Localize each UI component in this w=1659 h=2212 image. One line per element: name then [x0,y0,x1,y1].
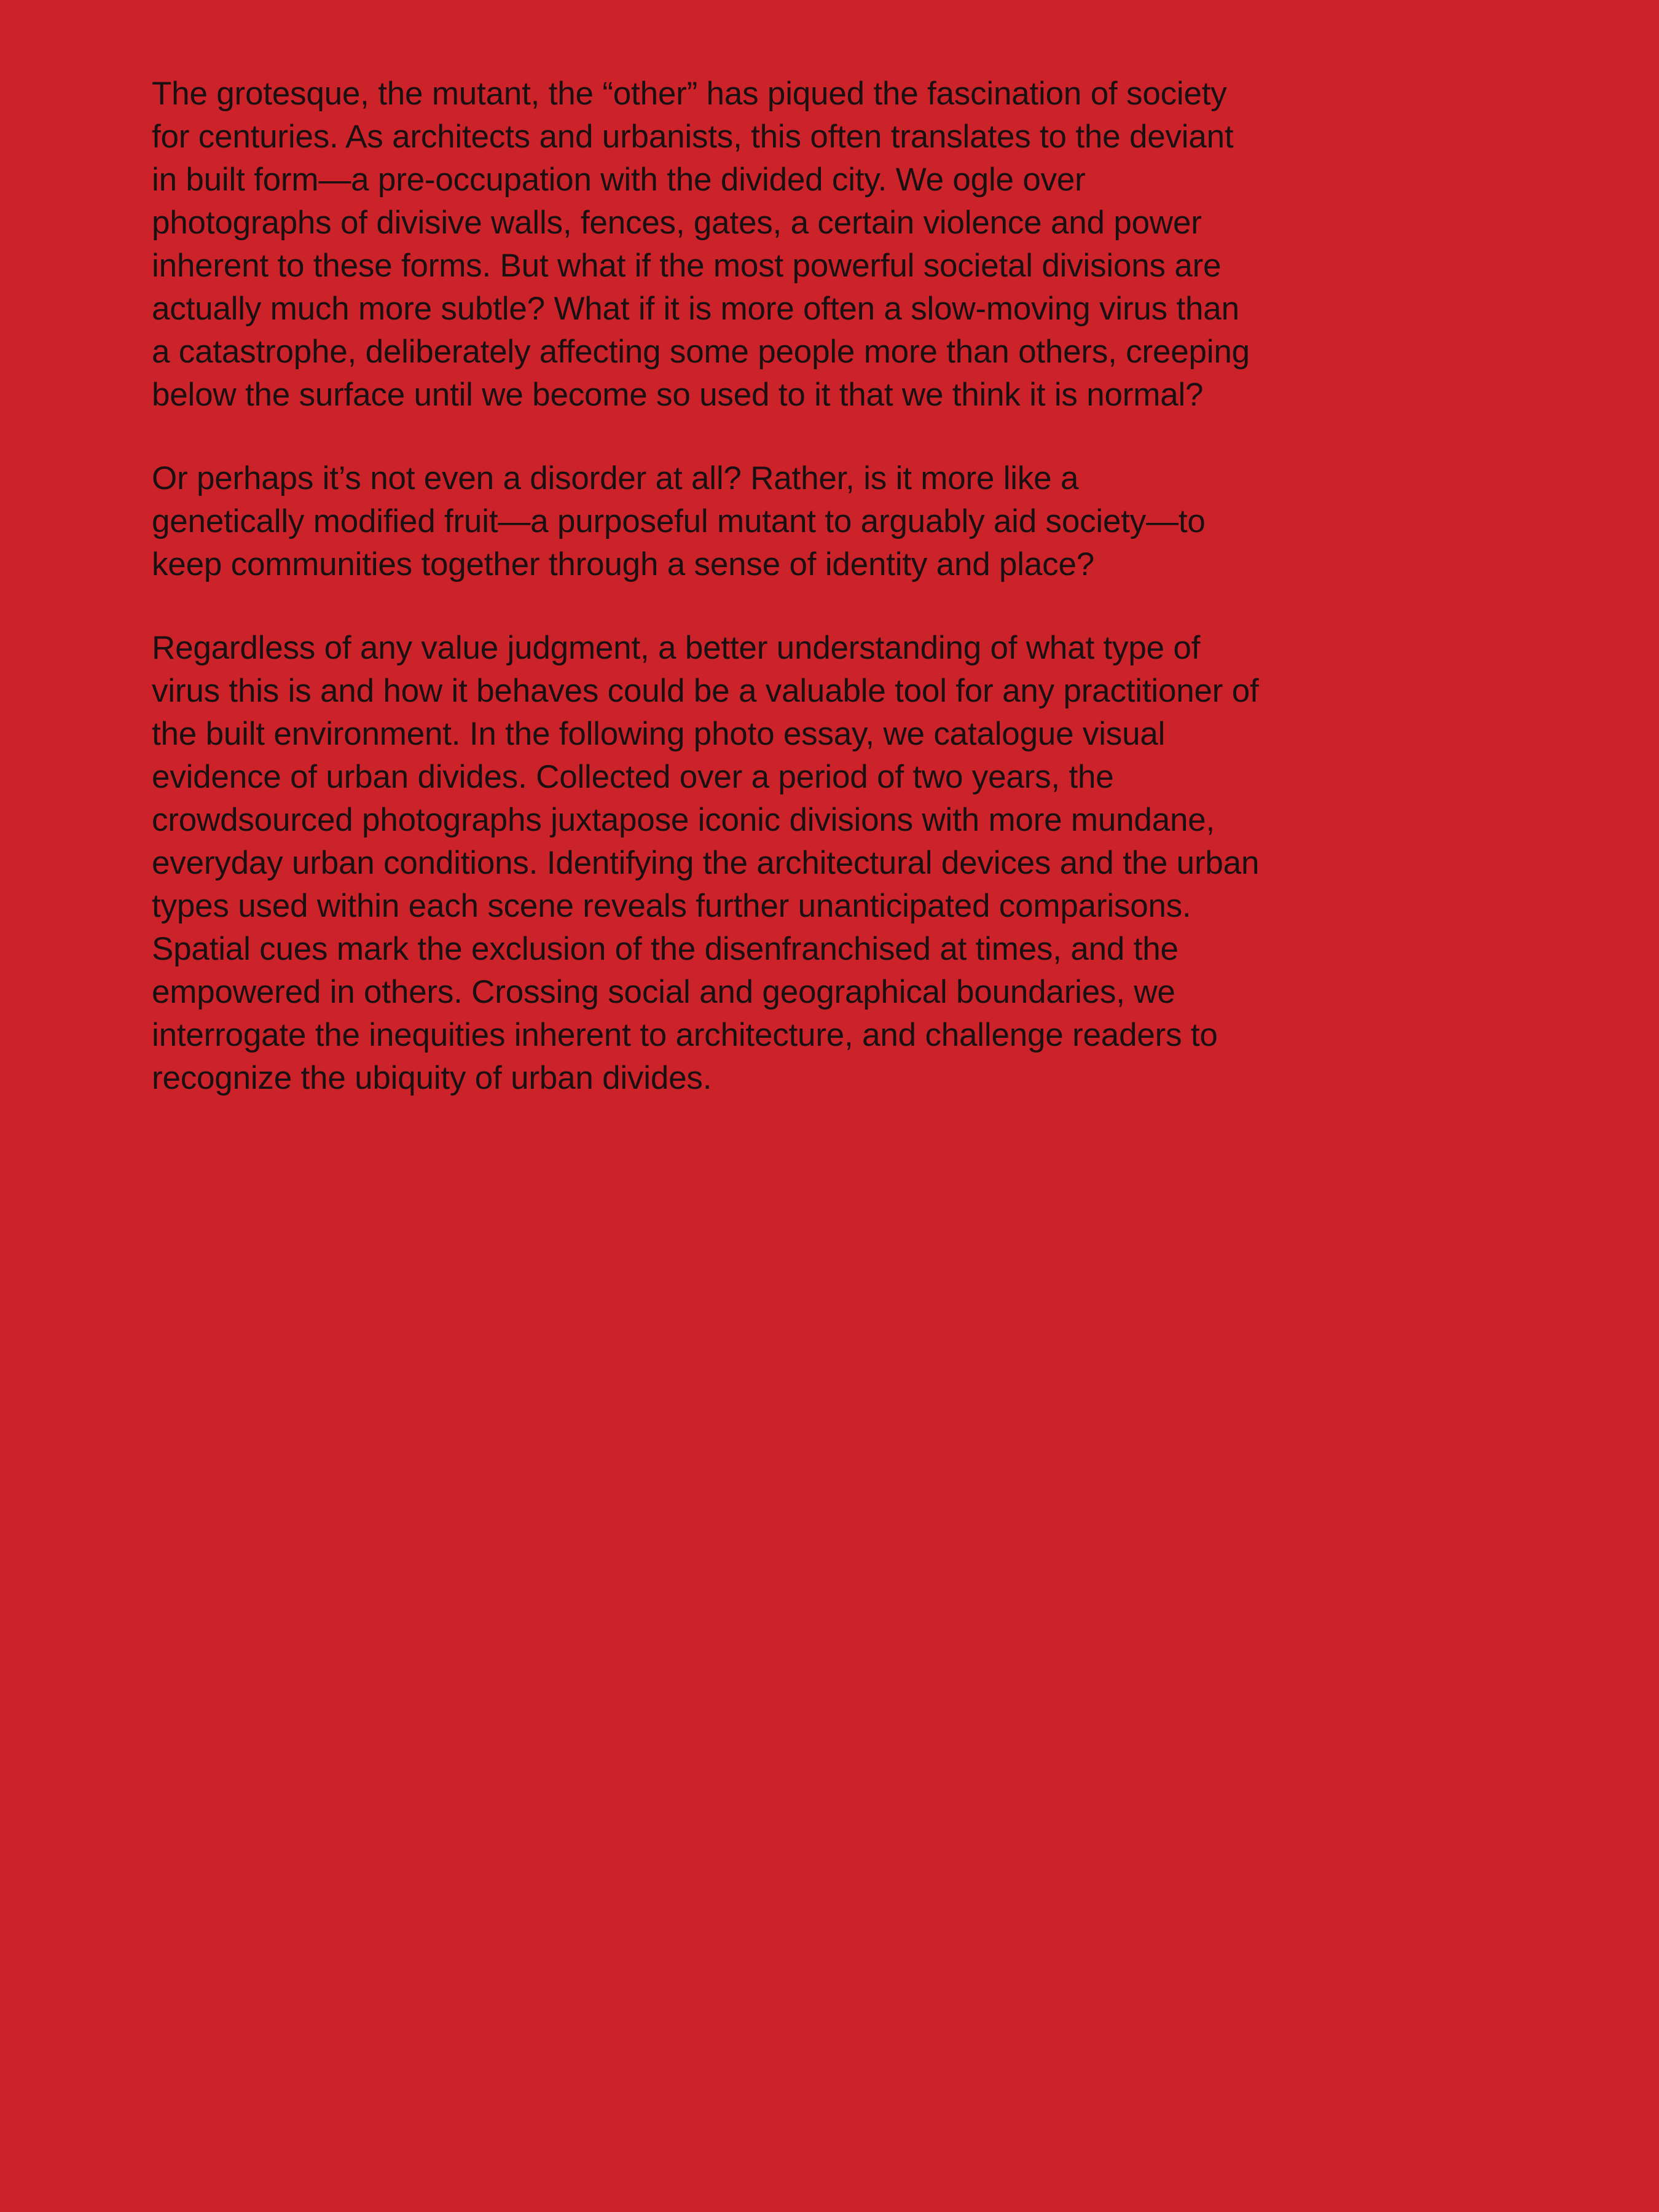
essay-text-column [152,73,1268,1100]
paragraph-1: The grotesque, the mutant, the “other” has piqued the fascination of society for centuries. As architects and urbanists, this often translates to the deviant in built form—a pre-occupation with the divided city. We ogle over photographs of divisive walls, fences, gates, a certain violence and power inherent to these forms. But what if the most powerful societal divisions are actually much more subtle? What if it is more often a slow-moving virus than a catastrophe, deliberately affecting some people more than others, creeping below the surface until we become so used to it that we think it is normal? [152,76,1259,413]
paragraph-2: Or perhaps it’s not even a disorder at all? Rather, is it more like a genetically modified fruit—a purposeful mutant to arguably aid society—to keep communities together through a sense of identity and place? [152,460,1215,582]
paragraph-3: Regardless of any value judgment, a better understanding of what type of virus this is and how it behaves could be a valuable tool for any practitioner of the built environment. In the following photo essay, we catalogue visual evidence of urban divides. Collected over a period of two years, the crowdsourced photographs juxtapose iconic divisions with more mundane, everyday urban conditions. Identifying the architectural devices and the urban types used within each scene reveals further unanticipated comparisons. Spatial cues mark the exclusion of the disenfranchised at times, and the empowered in others. Crossing social and geographical boundaries, we interrogate the inequities inherent to architecture, and challenge readers to recognize the ubiquity of urban divides. [152,630,1268,1096]
